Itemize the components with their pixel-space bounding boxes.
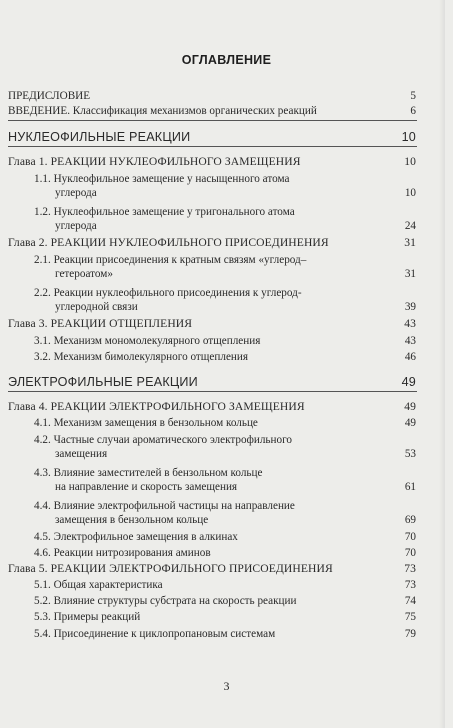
toc-entry-page: 6 bbox=[410, 105, 416, 117]
toc-entry-page: 39 bbox=[404, 301, 416, 313]
section-divider bbox=[8, 391, 417, 392]
toc-entry-title: углеродной связи bbox=[55, 301, 138, 313]
toc-entry-title: 4.2. Частные случаи ароматического электрофильного bbox=[34, 434, 292, 446]
toc-entry-page: 61 bbox=[404, 481, 416, 493]
toc-entry-page: 73 bbox=[404, 579, 416, 591]
toc-entry-page: 31 bbox=[404, 268, 416, 280]
toc-entry-page: 5 bbox=[410, 90, 416, 102]
toc-entry-title: Глава 1. РЕАКЦИИ НУКЛЕОФИЛЬНОГО ЗАМЕЩЕНИЯ bbox=[8, 155, 301, 168]
toc-entry-title: 5.1. Общая характеристика bbox=[34, 579, 163, 591]
toc-entry-page: 46 bbox=[404, 351, 416, 363]
toc-entry-page: 70 bbox=[404, 547, 416, 559]
toc-entry-page: 73 bbox=[404, 562, 416, 575]
toc-entry-page: 49 bbox=[404, 417, 416, 429]
toc-entry-page: 49 bbox=[404, 400, 416, 413]
toc-entry-page: 10 bbox=[401, 130, 416, 144]
toc-entry-title: Глава 2. РЕАКЦИИ НУКЛЕОФИЛЬНОГО ПРИСОЕДИНЕНИЯ bbox=[8, 236, 329, 249]
page-number: 3 bbox=[223, 679, 230, 693]
toc-entry-title: 5.4. Присоединение к циклопропановым системам bbox=[34, 628, 276, 640]
toc-entry-title: 3.2. Механизм бимолекулярного отщепления bbox=[34, 351, 249, 363]
toc-entry-title: 4.1. Механизм замещения в бензольном кольце bbox=[34, 417, 258, 429]
section-divider bbox=[8, 146, 417, 147]
toc-entry-page: 49 bbox=[401, 375, 416, 389]
toc-entry-title: НУКЛЕОФИЛЬНЫЕ РЕАКЦИИ bbox=[8, 130, 191, 144]
toc-entry-title: на направление и скорость замещения bbox=[55, 481, 238, 493]
toc-entry-title: ЭЛЕКТРОФИЛЬНЫЕ РЕАКЦИИ bbox=[8, 375, 198, 389]
toc-entry-title: Глава 3. РЕАКЦИИ ОТЩЕПЛЕНИЯ bbox=[8, 317, 193, 330]
toc-entry-page: 10 bbox=[404, 155, 416, 168]
toc-entry-page: 10 bbox=[404, 187, 416, 199]
toc-entry-title: углерода bbox=[55, 220, 97, 232]
toc-entry-title: 5.2. Влияние структуры субстрата на скорость реакции bbox=[34, 595, 297, 607]
toc-entry-title: 2.1. Реакции присоединения к кратным связям «углерод– bbox=[34, 254, 307, 266]
toc-entry-page: 53 bbox=[404, 448, 416, 460]
toc-entry-title: 4.3. Влияние заместителей в бензольном кольце bbox=[34, 467, 263, 479]
toc-entry-title: 5.3. Примеры реакций bbox=[34, 611, 141, 623]
toc-entry-page: 74 bbox=[404, 595, 416, 607]
toc-entry-title: замещения в бензольном кольце bbox=[55, 514, 209, 526]
toc-entry-title: ПРЕДИСЛОВИЕ bbox=[8, 90, 91, 102]
toc-entry-page: 79 bbox=[404, 628, 416, 640]
toc-entry-page: 43 bbox=[404, 317, 416, 330]
toc-entry-title: 2.2. Реакции нуклеофильного присоединения к углерод- bbox=[34, 287, 302, 299]
toc-entry-page: 75 bbox=[404, 611, 416, 623]
toc-entry-title: 1.1. Нуклеофильное замещение у насыщенного атома bbox=[34, 173, 290, 185]
toc-entry-title: 1.2. Нуклеофильное замещение у тригонального атома bbox=[34, 206, 295, 218]
toc-entry-page: 43 bbox=[404, 335, 416, 347]
toc-entry-title: 4.4. Влияние электрофильной частицы на направление bbox=[34, 500, 295, 512]
section-divider bbox=[8, 120, 417, 121]
page-edge-shadow bbox=[439, 0, 445, 728]
toc-entry-title: ВВЕДЕНИЕ. Классификация механизмов органических реакций bbox=[8, 105, 317, 117]
toc-entry-title: углерода bbox=[55, 187, 97, 199]
toc-entry-page: 24 bbox=[404, 220, 416, 232]
toc-entry-title: 4.6. Реакции нитрозирования аминов bbox=[34, 547, 211, 559]
toc-entry-title: 4.5. Электрофильное замещения в алкинах bbox=[34, 531, 238, 543]
toc-entry-page: 69 bbox=[404, 514, 416, 526]
toc-entry-page: 31 bbox=[404, 236, 416, 249]
toc-entry-title: Глава 4. РЕАКЦИИ ЭЛЕКТРОФИЛЬНОГО ЗАМЕЩЕНИЯ bbox=[8, 400, 305, 413]
toc-entry-title: гетероатом» bbox=[55, 268, 113, 280]
toc-entry-page: 70 bbox=[404, 531, 416, 543]
page-title: ОГЛАВЛЕНИЕ bbox=[181, 53, 272, 67]
toc-entry-title: замещения bbox=[55, 448, 108, 460]
toc-entry-title: 3.1. Механизм мономолекулярного отщепления bbox=[34, 335, 261, 347]
toc-entry-title: Глава 5. РЕАКЦИИ ЭЛЕКТРОФИЛЬНОГО ПРИСОЕДИНЕНИЯ bbox=[8, 562, 333, 575]
